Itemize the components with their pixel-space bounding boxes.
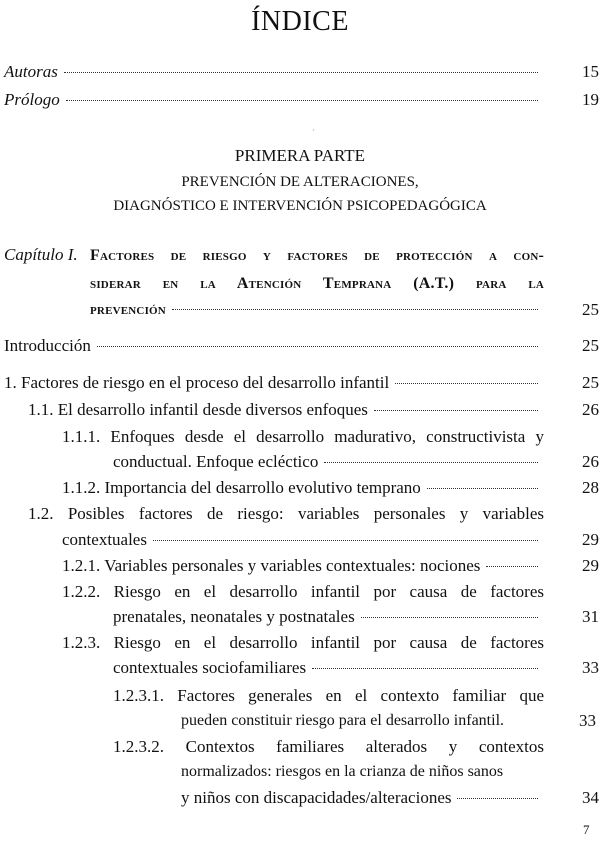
entry-page: 28	[582, 478, 599, 497]
toc-entry-1-2-2-line2[interactable]	[113, 605, 599, 629]
toc-entry-introduccion[interactable]	[4, 334, 599, 358]
entry-label: contextuales	[62, 530, 147, 549]
entry-page: 26	[582, 452, 599, 471]
dot-leader	[66, 100, 538, 101]
entry-page: 29	[582, 556, 599, 575]
entry-label: 1. Factores de riesgo en el proceso del desarrollo infantil	[4, 373, 390, 392]
entry-page: 25	[582, 336, 599, 355]
entry-label: prenatales, neonatales y postnatales	[113, 607, 355, 626]
chapter-title-line2[interactable]: siderar en la Atención Temprana (A.T.) para la	[90, 275, 544, 292]
toc-entry-prologo[interactable]	[4, 88, 599, 112]
entry-page: 33	[582, 658, 599, 677]
entry-page: 31	[582, 607, 599, 626]
dot-leader	[172, 309, 538, 310]
toc-entry-1-1-1-line2[interactable]	[113, 450, 599, 474]
entry-label: prevención	[90, 301, 166, 318]
entry-label: Prólogo	[4, 90, 60, 109]
chapter-title-line3[interactable]	[90, 298, 599, 322]
toc-entry-1-2-3-2-line3[interactable]	[181, 786, 599, 810]
toc-entry-1-2-1[interactable]	[62, 554, 599, 578]
toc-entry-1-2-line1[interactable]: 1.2. Posibles factores de riesgo: variables personales y variables	[28, 504, 544, 523]
toc-entry-1[interactable]	[4, 371, 599, 395]
entry-label: contextuales sociofamiliares	[113, 658, 307, 677]
toc-entry-1-2-line2[interactable]	[62, 528, 599, 552]
entry-label: 1.1.2. Importancia del desarrollo evolutivo temprano	[62, 478, 421, 497]
page-folio: 7	[583, 822, 590, 837]
toc-entry-1-2-2-line1[interactable]: 1.2.2. Riesgo en el desarrollo infantil por causa de factores	[62, 582, 544, 601]
dot-leader	[457, 798, 538, 799]
entry-label: 1.2.1. Variables personales y variables contextuales: nociones	[62, 556, 481, 575]
dot-leader	[97, 346, 538, 347]
entry-label: 1.1. El desarrollo infantil desde diversos enfoques	[28, 400, 368, 419]
page-title: ÍNDICE	[251, 6, 349, 37]
toc-entry-1-2-3-line2[interactable]	[113, 656, 599, 680]
part-heading: PRIMERA PARTE	[234, 146, 366, 165]
entry-page: 26	[582, 400, 599, 419]
dot-leader	[312, 668, 538, 669]
dot-leader	[395, 383, 538, 384]
dot-leader	[64, 72, 538, 73]
toc-entry-1-2-3-1-line1[interactable]: 1.2.3.1. Factores generales en el contexto familiar que	[113, 686, 544, 705]
entry-page: 29	[582, 530, 599, 549]
toc-entry-1-2-3-2-line1[interactable]: 1.2.3.2. Contextos familiares alterados y contextos	[113, 737, 544, 756]
toc-entry-1-1-2[interactable]	[62, 476, 599, 500]
dot-leader	[324, 462, 538, 463]
toc-entry-1-1[interactable]	[28, 398, 599, 422]
toc-entry-1-2-3-line1[interactable]: 1.2.3. Riesgo en el desarrollo infantil por causa de factores	[62, 633, 544, 652]
entry-label: conductual. Enfoque ecléctico	[113, 452, 319, 471]
dot-leader	[361, 617, 538, 618]
entry-page: 25	[582, 373, 599, 392]
toc-entry-1-2-3-2-line2[interactable]: normalizados: riesgos en la crianza de niños sanos	[181, 763, 504, 780]
entry-page: 15	[582, 62, 599, 81]
toc-entry-1-1-1-line1[interactable]: 1.1.1. Enfoques desde el desarrollo madurativo, constructivista y	[62, 427, 544, 446]
scan-mark: ´	[312, 128, 315, 138]
dot-leader	[427, 488, 538, 489]
entry-page: 25	[582, 300, 599, 319]
chapter-label: Capítulo I.	[4, 245, 78, 264]
dot-leader	[153, 540, 538, 541]
toc-entry-autoras[interactable]	[4, 60, 599, 84]
entry-page: 19	[582, 90, 599, 109]
entry-page: 34	[582, 788, 599, 807]
toc-entry-1-2-3-1-page: 33	[579, 711, 596, 730]
chapter-title-line1[interactable]: Factores de riesgo y factores de protección a con-	[90, 247, 544, 264]
entry-label: y niños con discapacidades/alteraciones	[181, 788, 452, 807]
dot-leader	[486, 566, 538, 567]
part-subtitle-line1: PREVENCIÓN DE ALTERACIONES,	[181, 174, 419, 190]
entry-label: Autoras	[4, 62, 58, 81]
toc-entry-1-2-3-1-line2[interactable]: pueden constituir riesgo para el desarrollo infantil.	[181, 712, 505, 729]
part-subtitle-line2: DIAGNÓSTICO E INTERVENCIÓN PSICOPEDAGÓGICA	[113, 198, 487, 214]
dot-leader	[374, 410, 538, 411]
entry-label: Introducción	[4, 336, 91, 355]
